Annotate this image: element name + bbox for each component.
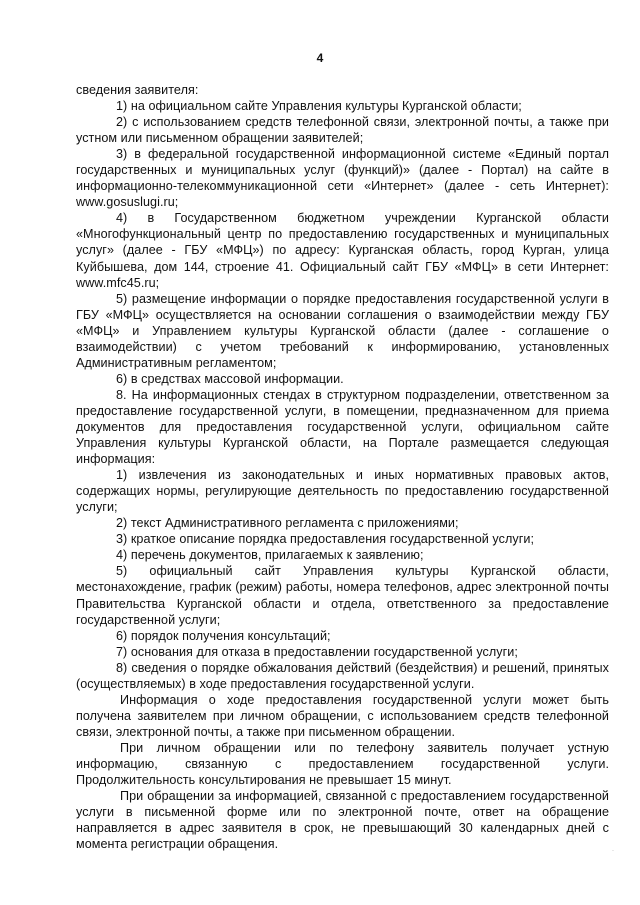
list-item: 2) текст Административного регламента с приложениями;	[116, 516, 459, 531]
page-number: 4	[316, 51, 324, 65]
document-body	[76, 82, 609, 852]
list-item: 4) в Государственном бюджетном учреждении Курганской области «Многофункциональный центр по предоставлению государственных и муниципальных услуг» (далее - ГБУ «МФЦ») по адресу: Курганская область, город Курган, улица Куйбышева, дом 144, строение 41. Официальный сайт ГБУ «МФЦ» в сети Интернет: www.mfc45.ru;	[76, 211, 609, 290]
scan-mark: ·	[612, 848, 614, 854]
list-item: 4) перечень документов, прилагаемых к заявлению;	[116, 548, 424, 563]
paragraph-progress-info: Информация о ходе предоставления государственной услуги может быть получена заявителем при личном обращении, с использованием средств телефонной связи, электронной почты, а также при письменном обращении.	[76, 692, 609, 739]
paragraph-section-8: 8. На информационных стендах в структурном подразделении, ответственном за предоставление государственной услуги, в помещении, предназначенном для приема документов для предоставления государственной услуги, официальном сайте Управления культуры Курганской области, на Портале размещается следующая информация:	[76, 387, 609, 467]
paragraph-written-request: При обращении за информацией, связанной с предоставлением государственной услуги в письменной форме или по электронной почте, ответ на обращение направляется в адрес заявителя в срок, не превышающий 30 календарных дней с момента регистрации обращения.	[76, 789, 609, 852]
list-item: 6) порядок получения консультаций;	[116, 628, 331, 643]
list-item: 7) основания для отказа в предоставлении государственной услуги;	[116, 644, 518, 659]
list-item: 3) краткое описание порядка предоставления государственной услуги;	[116, 532, 534, 547]
list-item: 5) официальный сайт Управления культуры Курганской области, местонахождение, график (режим) работы, номера телефонов, адрес электронной почты Правительства Курганской области и отдела, ответственного за предоставление государственной услуги;	[76, 564, 609, 627]
paragraph-personal-request: При личном обращении или по телефону заявитель получает устную информацию, связанную с предоставлением государственной услуги. Продолжительность консультирования не превышает 15 минут.	[76, 740, 609, 788]
paragraph-applicant-info: сведения заявителя:	[76, 83, 199, 97]
list-item: 6) в средствах массовой информации.	[116, 371, 344, 386]
list-item: 2) с использованием средств телефонной связи, электронной почты, а также при устном или письменном обращении заявителей;	[76, 115, 609, 146]
list-item: 3) в федеральной государственной информационной системе «Единый портал государственных и муниципальных услуг (функций)» (далее - Портал) на сайте в информационно-телекоммуникационной сети «Интернет» (далее - сеть Интернет): www.gosuslugi.ru;	[76, 147, 609, 210]
list-item: 5) размещение информации о порядке предоставления государственной услуги в ГБУ «МФЦ» осуществляется на основании соглашения о взаимодействии между ГБУ «МФЦ» и Управлением культуры Курганской области (далее - соглашение о взаимодействии) с учетом требований к информированию, установленных Административным регламентом;	[76, 291, 609, 370]
list-item: 8) сведения о порядке обжалования действий (бездействия) и решений, принятых (осуществляемых) в ходе предоставления государственной услуги.	[76, 660, 609, 691]
list-item: 1) на официальном сайте Управления культуры Курганской области;	[116, 99, 522, 114]
list-item: 1) извлечения из законодательных и иных нормативных правовых актов, содержащих нормы, регулирующие деятельность по предоставлению государственной услуги;	[76, 468, 609, 515]
